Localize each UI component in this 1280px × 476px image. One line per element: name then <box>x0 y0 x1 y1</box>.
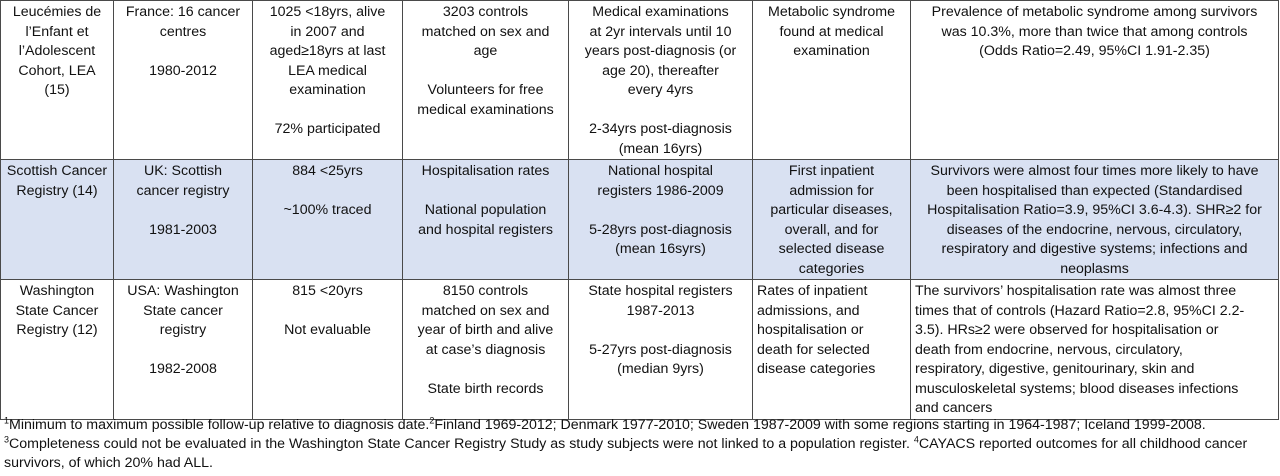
cell-line: National hospital <box>608 163 713 179</box>
cell-line: examination <box>289 82 366 98</box>
cell-line: Washington <box>19 283 95 299</box>
footnote-mark: 3 <box>4 434 10 445</box>
cell-line: diseases of the endocrine, nervous, circulatory, <box>946 221 1243 238</box>
cell-line <box>118 341 248 361</box>
comparison-cell <box>403 1 569 160</box>
footnote-text: Finland 1969-2012; Denmark 1977-2010; Sweden 1987-2009 with some regions starting in 1964-1987; Iceland 1999-2008. <box>434 417 1206 433</box>
footnote-text: Minimum to maximum possible follow-up relative to diagnosis date. <box>9 417 430 433</box>
cell-line: aged≥18yrs at last <box>269 43 386 59</box>
cell-line <box>407 62 564 82</box>
cell-line: Scottish Cancer <box>6 163 108 179</box>
cell-line: 2-34yrs post-diagnosis <box>589 121 732 137</box>
results-cell <box>911 280 1279 420</box>
cell-line: selected disease <box>778 241 885 257</box>
cell-line: (median 9yrs) <box>617 361 704 377</box>
results-cell <box>911 160 1279 280</box>
cell-line: categories <box>798 260 865 277</box>
cell-line: disease categories <box>757 361 876 377</box>
cell-line: overall, and for <box>784 221 879 238</box>
setting-cell <box>114 160 253 280</box>
cell-line: matched on sex and <box>421 23 550 40</box>
cell-line: centres <box>159 23 207 40</box>
cell-line: admissions, and <box>757 302 860 319</box>
cell-line: (mean 16yrs) <box>618 140 703 157</box>
cell-line: 884 <25yrs <box>292 163 363 179</box>
setting-cell <box>114 1 253 160</box>
comparison-cell <box>403 280 569 420</box>
cell-line: and cancers <box>915 400 993 416</box>
cell-line: 1982-2008 <box>149 361 217 377</box>
cell-line <box>573 201 748 221</box>
cell-line: Volunteers for free <box>427 82 544 98</box>
cell-line: times that of controls (Hazard Ratio=2.8, 95%CI 2.2- <box>915 302 1245 319</box>
table-row <box>1 1 1279 160</box>
cell-line: 5-28yrs post-diagnosis <box>589 221 732 238</box>
cell-line: cancer registry <box>136 182 230 199</box>
footnote-text: Completeness could not be evaluated in the Washington State Cancer Registry Study as study subjects were not linked to a population register. <box>9 436 914 452</box>
cell-line: musculoskeletal systems; blood diseases infections <box>915 380 1239 397</box>
outcome-cell <box>753 1 911 160</box>
cases-cell <box>253 1 403 160</box>
cell-line: year of birth and alive <box>417 322 554 338</box>
table-row <box>1 280 1279 420</box>
followup-cell <box>569 160 753 280</box>
cell-line: been hospitalised than expected (Standardised <box>946 182 1243 199</box>
results-cell <box>911 1 1279 160</box>
footnotes <box>4 416 1274 473</box>
cell-line: Leucémies de <box>12 4 102 20</box>
cell-line: 1980-2012 <box>149 62 217 79</box>
cell-line: Hospitalisation Ratio=3.9, 95%CI 3.6-4.3). SHR≥2 for <box>927 202 1262 218</box>
cell-line: respiratory and digestive systems; infections and <box>941 241 1248 257</box>
cell-line <box>118 42 248 62</box>
footnote-text: CAYACS reported outcomes for all childhood cancer survivors, of which 20% had ALL. <box>4 436 1248 471</box>
cell-line: National population <box>424 202 547 218</box>
cell-line: respiratory, digestive, genitourinary, skin and <box>915 361 1195 377</box>
cell-line: years post-diagnosis (or <box>584 43 737 59</box>
cell-line: Medical examinations <box>592 4 729 20</box>
cell-line: l’Enfant et <box>25 23 89 40</box>
cell-line <box>573 101 748 121</box>
cell-line: 72% participated <box>274 121 381 137</box>
cell-line: Metabolic syndrome <box>768 4 895 20</box>
cell-line: France: 16 cancer <box>125 4 241 20</box>
table-row <box>1 160 1279 280</box>
cell-line: in 2007 and <box>290 23 365 40</box>
cell-line <box>118 201 248 221</box>
cell-line: hospitalisation or <box>757 322 864 338</box>
cell-line <box>573 321 748 341</box>
followup-cell <box>569 280 753 420</box>
cell-line: medical examinations <box>417 101 554 118</box>
cohort-cell <box>1 280 114 420</box>
comparison-cell <box>403 160 569 280</box>
cell-line: and hospital registers <box>418 221 553 238</box>
cell-line: State cancer <box>143 302 223 319</box>
cell-line: death for selected <box>757 341 870 358</box>
cell-line: State hospital registers <box>588 283 733 299</box>
cell-line: Registry (12) <box>16 322 98 338</box>
cell-line: 1025 <18yrs, alive <box>269 4 386 20</box>
outcome-cell <box>753 280 911 420</box>
cell-line <box>257 101 398 121</box>
cell-line: Prevalence of metabolic syndrome among survivors <box>931 4 1258 20</box>
cell-line: 8150 controls <box>442 283 529 299</box>
cell-line: LEA medical <box>288 62 367 79</box>
followup-cell <box>569 1 753 160</box>
cohort-cell <box>1 1 114 160</box>
cases-cell <box>253 160 403 280</box>
cell-line: admission for <box>789 182 874 199</box>
cell-line: registers 1986-2009 <box>597 182 724 199</box>
cell-line: l’Adolescent <box>18 43 96 59</box>
cell-line: Survivors were almost four times more likely to have <box>930 163 1259 179</box>
footnote-mark: 4 <box>913 434 919 445</box>
cell-line: at case’s diagnosis <box>425 341 546 358</box>
cell-line: USA: Washington <box>127 283 239 299</box>
cell-line: Registry (14) <box>16 182 98 199</box>
cell-line: particular diseases, <box>770 202 893 218</box>
cell-line: death from endocrine, nervous, circulatory, <box>915 341 1183 358</box>
cell-line: First inpatient <box>788 163 875 179</box>
cell-line: every 4yrs <box>627 82 694 98</box>
cell-line: UK: Scottish <box>143 163 223 179</box>
cell-line: 3.5). HRs≥2 were observed for hospitalisation or <box>915 322 1219 338</box>
cell-line <box>407 360 564 380</box>
cell-line: 815 <20yrs <box>292 283 363 299</box>
cell-line: (Odds Ratio=2.49, 95%CI 1.91-2.35) <box>979 43 1210 59</box>
cell-line: age 20), thereafter <box>602 62 719 79</box>
cell-line: Not evaluable <box>284 322 371 338</box>
cell-line: (mean 16syrs) <box>615 241 706 257</box>
cell-line: matched on sex and <box>421 302 550 319</box>
cell-line: at 2yr intervals until 10 <box>589 23 732 40</box>
cell-line <box>257 302 398 322</box>
cell-line: 1981-2003 <box>149 221 217 238</box>
cell-line: State Cancer <box>15 302 99 319</box>
cell-line <box>407 182 564 202</box>
cell-line: age <box>473 43 498 59</box>
cell-line <box>257 182 398 202</box>
cell-line: registry <box>159 322 207 338</box>
cell-line: examination <box>793 43 870 59</box>
cell-line: State birth records <box>427 380 544 397</box>
cell-line: Cohort, LEA (15) <box>18 62 96 98</box>
cell-line: Rates of inpatient <box>757 283 868 299</box>
cell-line: 3203 controls <box>442 4 529 20</box>
cohort-cell <box>1 160 114 280</box>
cell-line: 5-27yrs post-diagnosis <box>589 341 732 358</box>
footnote-mark: 1 <box>4 415 10 426</box>
cell-line: ~100% traced <box>283 202 372 218</box>
cases-cell <box>253 280 403 420</box>
cell-line: neoplasms <box>1060 260 1129 277</box>
cell-line: The survivors’ hospitalisation rate was almost three <box>915 283 1237 299</box>
cell-line: was 10.3%, more than twice that among controls <box>941 23 1248 40</box>
cell-line: found at medical <box>779 23 884 40</box>
outcome-cell <box>753 160 911 280</box>
setting-cell <box>114 280 253 420</box>
cell-line: 1987-2013 <box>626 302 695 319</box>
cell-line: Hospitalisation rates <box>421 163 550 179</box>
footnote-mark: 2 <box>429 415 435 426</box>
